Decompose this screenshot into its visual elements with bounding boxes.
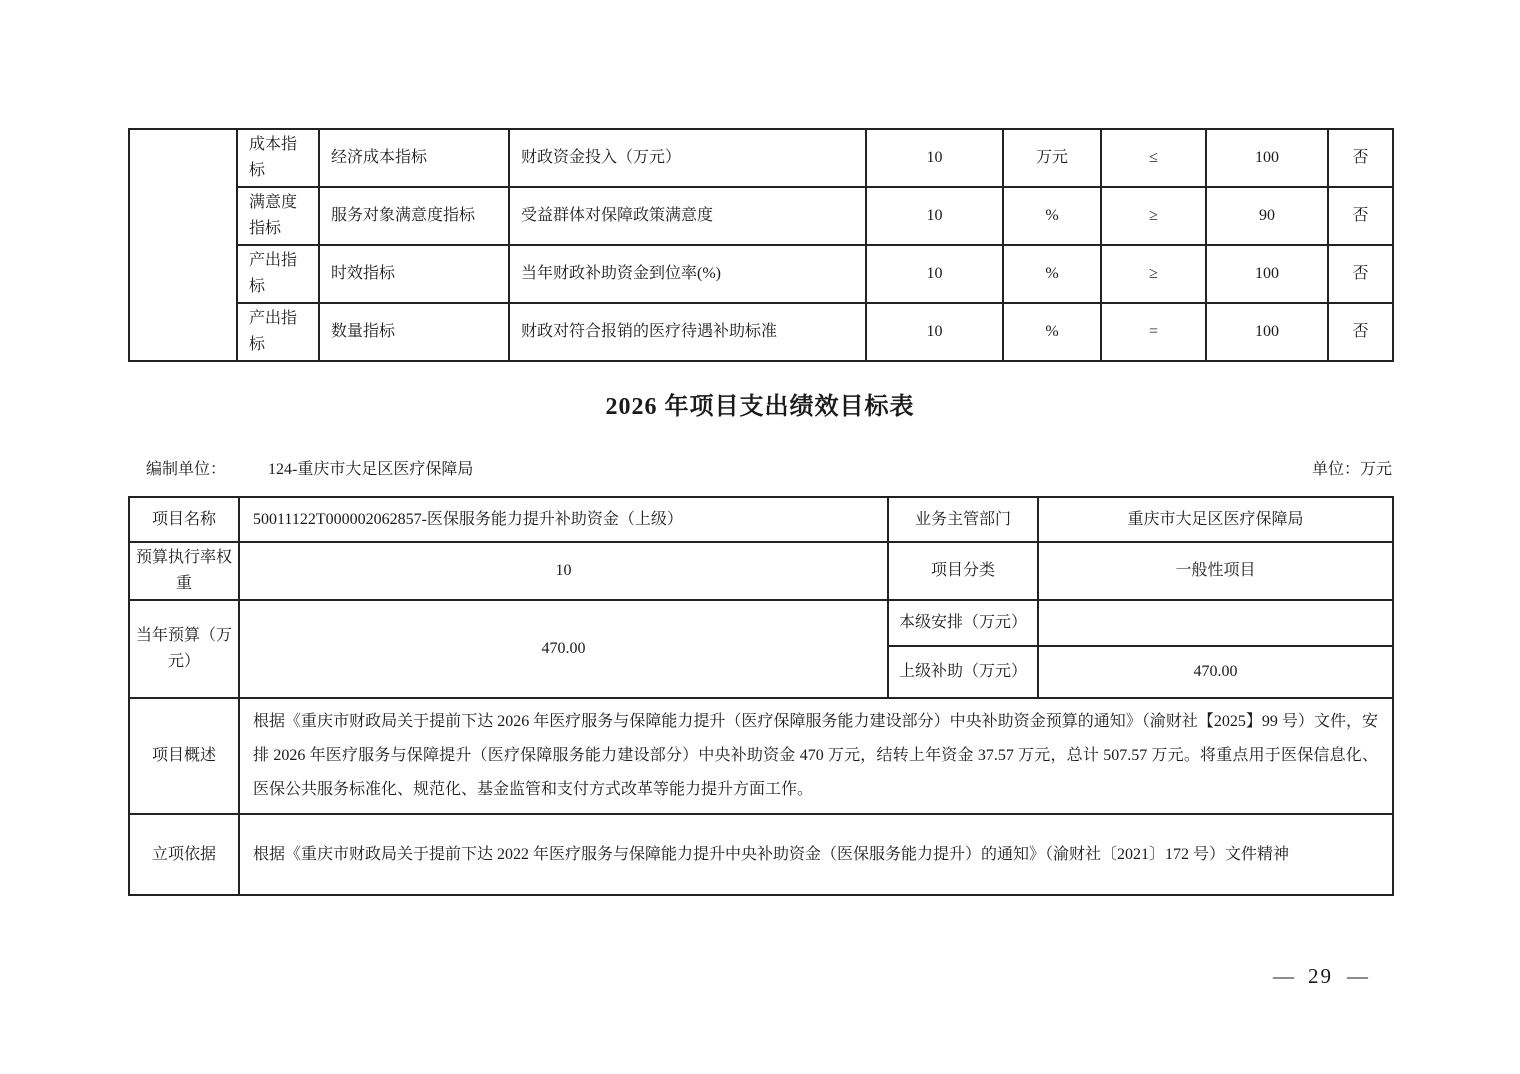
- indicator-target: 100: [1206, 129, 1328, 187]
- indicator-name: 受益群体对保障政策满意度: [509, 187, 866, 245]
- indicator-spacer-cell: [129, 129, 237, 361]
- indicator-target: 100: [1206, 303, 1328, 361]
- meta-row: [128, 456, 1392, 479]
- category-value: 一般性项目: [1038, 542, 1393, 600]
- weight-row: [129, 542, 1393, 600]
- indicator-table-section: [128, 128, 1394, 362]
- indicator-unit: %: [1003, 245, 1101, 303]
- page-number-dash-left: —: [1273, 964, 1294, 988]
- weight-value: 10: [239, 542, 888, 600]
- budget-label: 当年预算（万元）: [129, 600, 239, 698]
- indicator-table: [128, 128, 1394, 362]
- indicator-row: [129, 129, 1393, 187]
- budget-value: 470.00: [239, 600, 888, 698]
- indicator-operator: ≥: [1101, 187, 1206, 245]
- indicator-flag: 否: [1328, 187, 1393, 245]
- page-number-dash-right: —: [1347, 964, 1368, 988]
- indicator-weight: 10: [866, 187, 1003, 245]
- local-arrangement-label: 本级安排（万元）: [888, 600, 1038, 646]
- indicator-type: 经济成本指标: [319, 129, 509, 187]
- project-table-section: [128, 496, 1394, 896]
- indicator-row: [129, 245, 1393, 303]
- indicator-row: [129, 187, 1393, 245]
- local-arrangement-value: [1038, 600, 1393, 646]
- indicator-weight: 10: [866, 303, 1003, 361]
- overview-value: 根据《重庆市财政局关于提前下达 2026 年医疗服务与保障能力提升（医疗保障服务能力建设部分）中央补助资金预算的通知》（渝财社【2025】99 号）文件，安排 2026 年医疗服务与保障提升（医疗保障服务能力建设部分）中央补助资金 470 万元，结转上年资金 37.57 万元，总计 507.57 万元。将重点用于医保信息化、医保公共服务标准化、规范化、基金监管和支付方式改革等能力提升方面工作。: [239, 698, 1393, 814]
- category-label: 项目分类: [888, 542, 1038, 600]
- indicator-flag: 否: [1328, 129, 1393, 187]
- dept-label: 业务主管部门: [888, 497, 1038, 542]
- indicator-unit: 万元: [1003, 129, 1101, 187]
- page-number-value: 29: [1308, 964, 1333, 988]
- currency-note: 单位：万元: [1311, 461, 1392, 478]
- indicator-category: 产出指标: [237, 245, 319, 303]
- compiling-unit: [128, 456, 473, 479]
- page-title: 2026 年项目支出绩效目标表: [605, 394, 915, 420]
- indicator-category: 满意度指标: [237, 187, 319, 245]
- indicator-name: 当年财政补助资金到位率(%): [509, 245, 866, 303]
- basis-row: [129, 814, 1393, 895]
- project-table: [128, 496, 1394, 896]
- indicator-category: 成本指标: [237, 129, 319, 187]
- indicator-target: 90: [1206, 187, 1328, 245]
- indicator-weight: 10: [866, 129, 1003, 187]
- weight-label: 预算执行率权重: [129, 542, 239, 600]
- indicator-row: [129, 303, 1393, 361]
- indicator-weight: 10: [866, 245, 1003, 303]
- basis-label: 立项依据: [129, 814, 239, 895]
- indicator-unit: %: [1003, 303, 1101, 361]
- indicator-operator: =: [1101, 303, 1206, 361]
- indicator-unit: %: [1003, 187, 1101, 245]
- compiling-unit-value: 124-重庆市大足区医疗保障局: [268, 461, 474, 478]
- project-name-row: [129, 497, 1393, 542]
- superior-subsidy-value: 470.00: [1038, 646, 1393, 698]
- project-name-label: 项目名称: [129, 497, 239, 542]
- compiling-unit-label: 编制单位：: [146, 461, 227, 478]
- indicator-target: 100: [1206, 245, 1328, 303]
- indicator-flag: 否: [1328, 245, 1393, 303]
- indicator-name: 财政资金投入（万元）: [509, 129, 866, 187]
- superior-subsidy-label: 上级补助（万元）: [888, 646, 1038, 698]
- overview-label: 项目概述: [129, 698, 239, 814]
- dept-value: 重庆市大足区医疗保障局: [1038, 497, 1393, 542]
- indicator-type: 服务对象满意度指标: [319, 187, 509, 245]
- indicator-name: 财政对符合报销的医疗待遇补助标准: [509, 303, 866, 361]
- indicator-type: 数量指标: [319, 303, 509, 361]
- indicator-flag: 否: [1328, 303, 1393, 361]
- project-name-value: 50011122T000002062857-医保服务能力提升补助资金（上级）: [239, 497, 888, 542]
- indicator-type: 时效指标: [319, 245, 509, 303]
- page-number: [1273, 964, 1368, 989]
- basis-value: 根据《重庆市财政局关于提前下达 2022 年医疗服务与保障能力提升中央补助资金（医保服务能力提升）的通知》（渝财社〔2021〕172 号）文件精神: [239, 814, 1393, 895]
- indicator-category: 产出指标: [237, 303, 319, 361]
- indicator-operator: ≥: [1101, 245, 1206, 303]
- indicator-operator: ≤: [1101, 129, 1206, 187]
- budget-row: [129, 600, 1393, 646]
- overview-row: [129, 698, 1393, 814]
